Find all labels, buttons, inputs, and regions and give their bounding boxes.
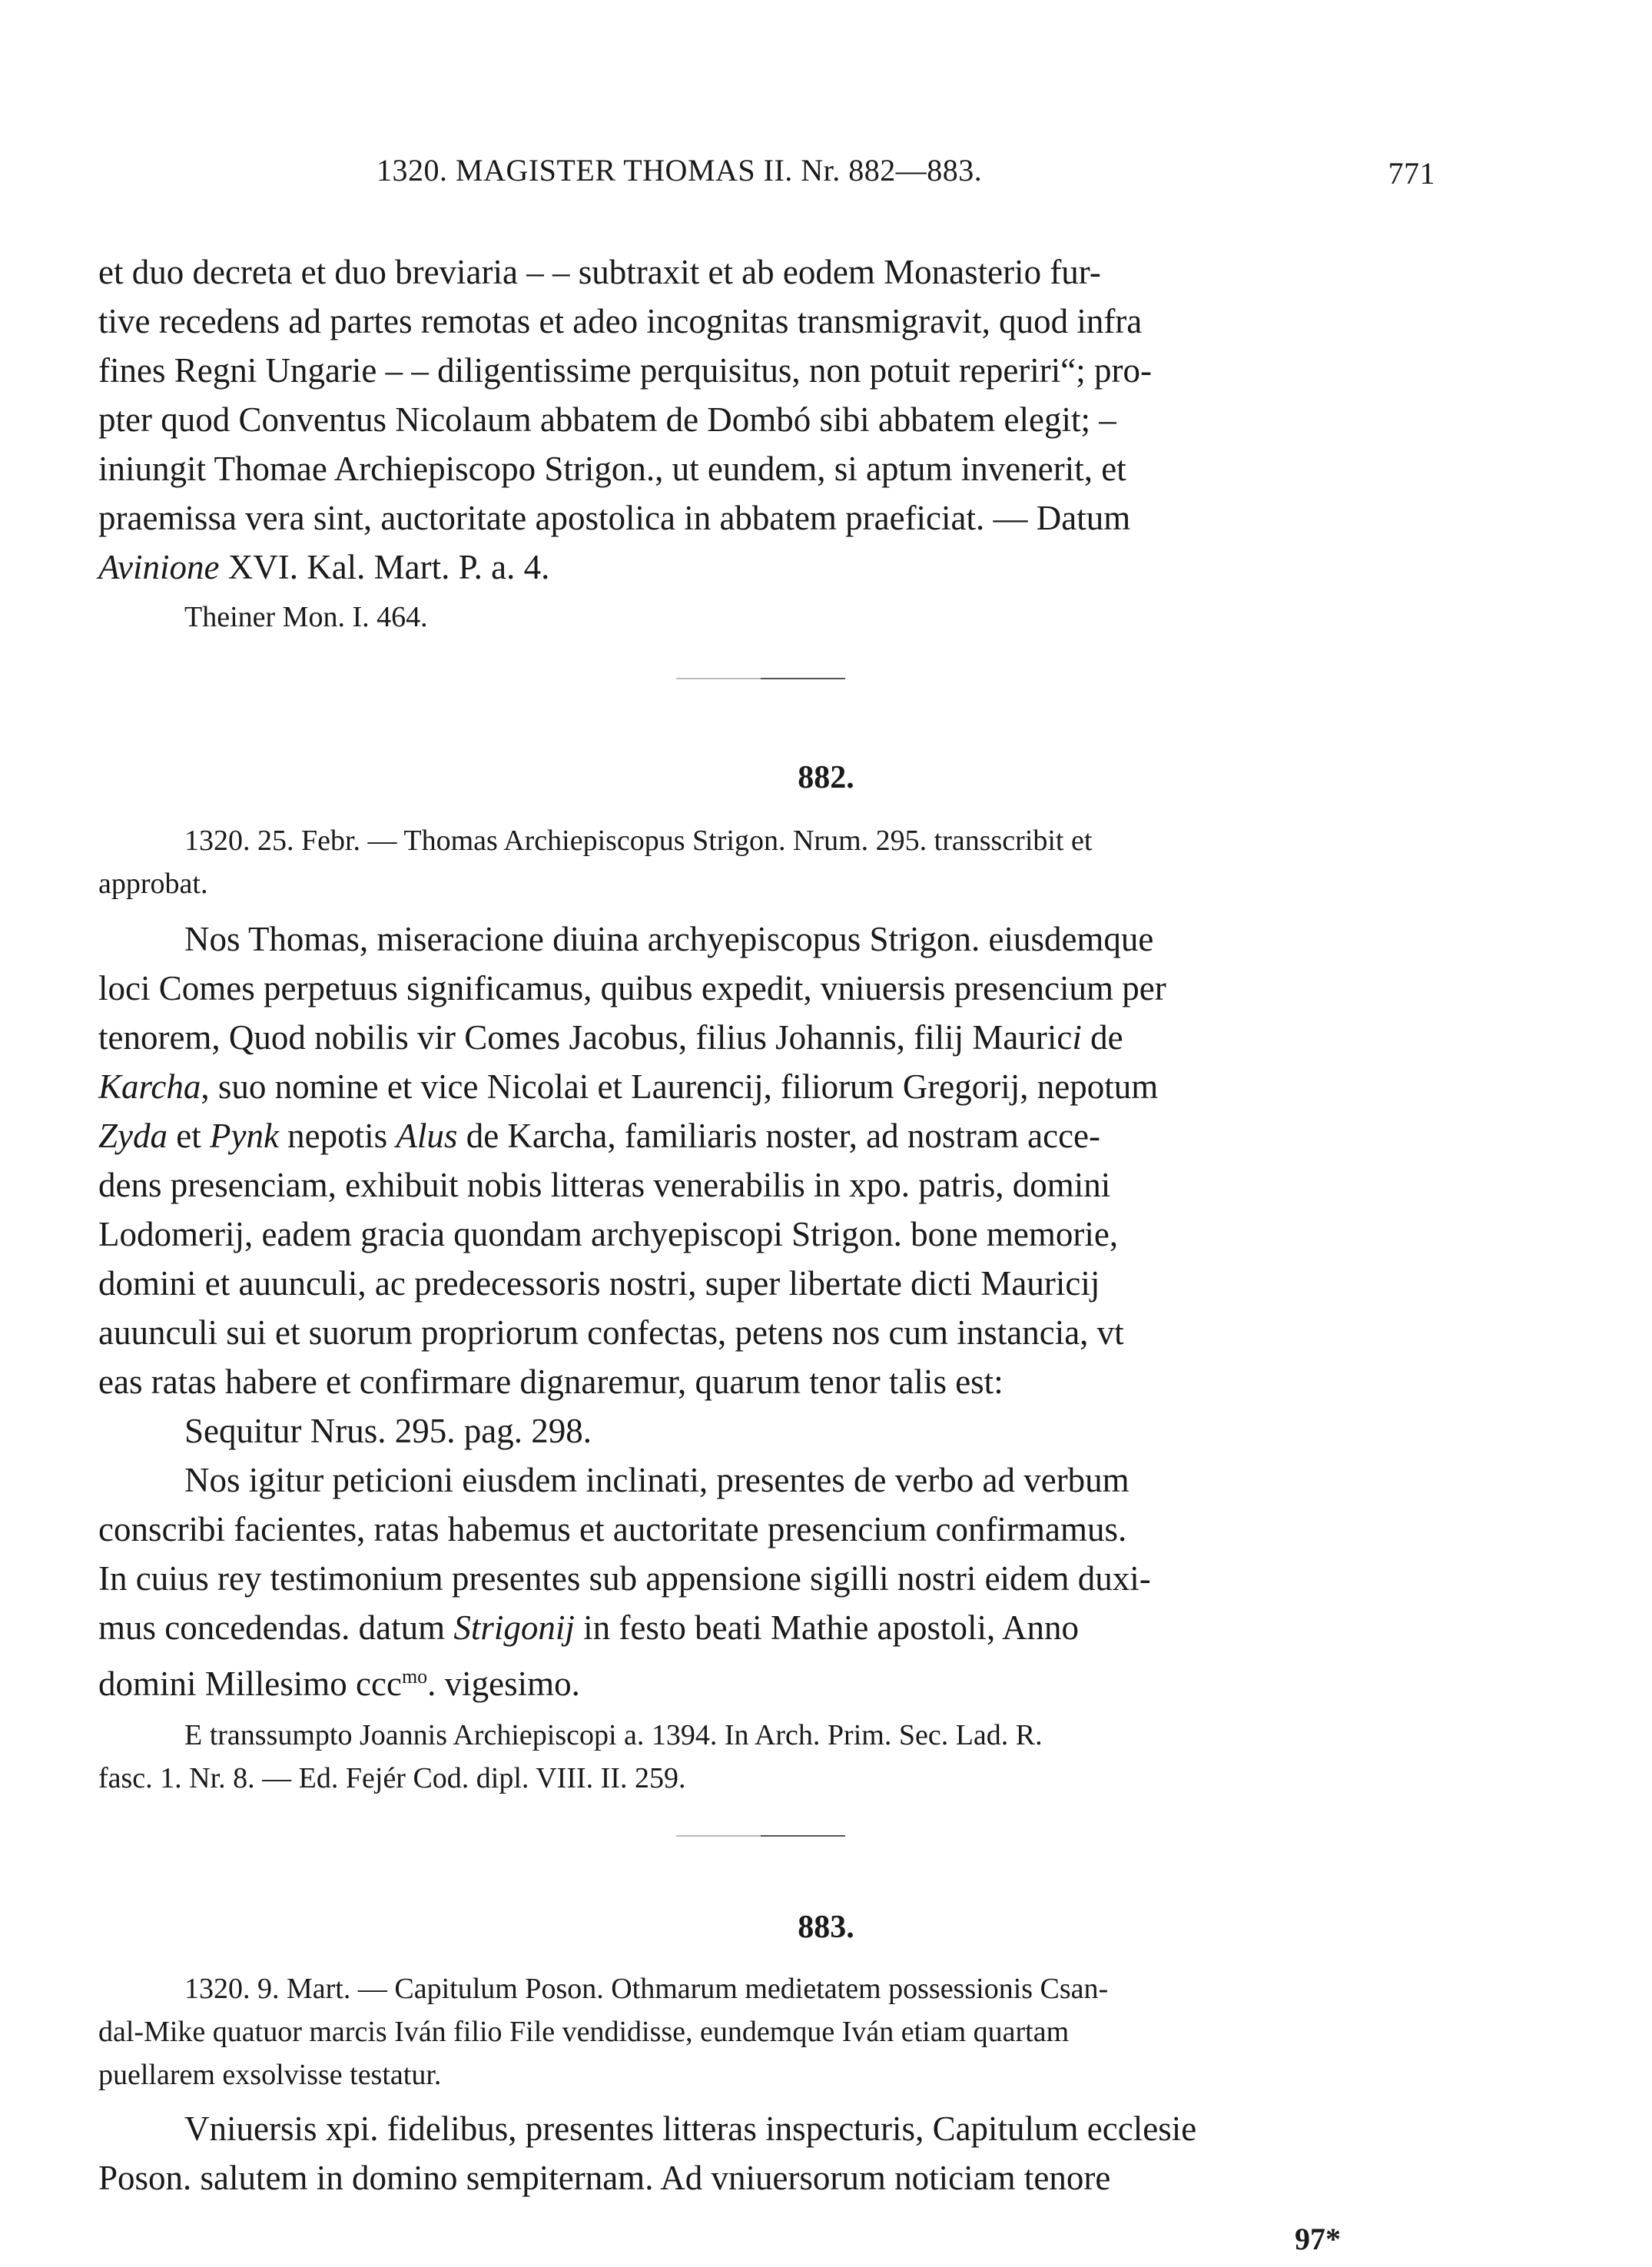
text-line: Sequitur Nrus. 295. pag. 298. <box>184 1412 592 1450</box>
text-line: Nos Thomas, miseracione diuina archyepiscopus Strigon. eiusdemque <box>184 920 1154 958</box>
text-line: Lodomerij, eadem gracia quondam archyepiscopi Strigon. bone memorie, <box>98 1215 1119 1253</box>
text-line: tive recedens ad partes remotas et adeo incognitas transmigravit, quod infra <box>98 302 1143 340</box>
section-divider <box>676 1835 845 1837</box>
summary-line: approbat. <box>98 868 208 900</box>
text-line: pter quod Conventus Nicolaum abbatem de Dombó sibi abbatem elegit; – <box>98 400 1116 439</box>
source-citation: Theiner Mon. I. 464. <box>184 601 428 633</box>
continuation-text <box>98 247 1412 592</box>
text-line: iniungit Thomae Archiepiscopo Strigon., ut eundem, si aptum invenerit, et <box>98 450 1126 488</box>
text-line: Karcha, suo nomine et vice Nicolai et Laurencij, filiorum Gregorij, nepotum <box>98 1067 1159 1106</box>
text-line: domini et auunculi, ac predecessoris nostri, super libertate dicti Mauricij <box>98 1264 1100 1303</box>
text-line: fines Regni Ungarie – – diligentissime perquisitus, non potuit reperiri“; pro- <box>98 351 1152 390</box>
summary-line: 1320. 25. Febr. — Thomas Archiepiscopus Strigon. Nrum. 295. transscribit et <box>184 825 1093 857</box>
summary-line: puellarem exsolvisse testatur. <box>98 2059 442 2091</box>
page-number: 771 <box>1388 156 1435 191</box>
regest-summary <box>184 1967 1412 2010</box>
section-divider <box>676 678 845 679</box>
text-line: Nos igitur peticioni eiusdem inclinati, presentes de verbo ad verbum <box>184 1461 1130 1499</box>
text-line: mus concedendas. datum Strigonij in festo beati Mathie apostoli, Anno <box>98 1608 1080 1647</box>
text-line: In cuius rey testimonium presentes sub appensione sigilli nostri eidem duxi- <box>98 1559 1151 1598</box>
text-line: loci Comes perpetuus significamus, quibus expedit, vniuersis presencium per <box>98 969 1166 1007</box>
text-line: Zyda et Pynk nepotis Alus de Karcha, familiaris noster, ad nostram acce- <box>98 1117 1101 1155</box>
charter-text <box>98 2104 1412 2202</box>
text-line: Vniuersis xpi. fidelibus, presentes litteras inspecturis, Capitulum ecclesie <box>184 2109 1197 2148</box>
text-line: conscribi facientes, ratas habemus et auctoritate presencium confirmamus. <box>98 1510 1127 1548</box>
place-name: Strigonij <box>453 1608 575 1647</box>
running-header <box>377 152 1435 191</box>
text-line: praemissa vera sint, auctoritate apostolica in abbatem praeficiat. — Datum <box>98 499 1131 537</box>
regest-summary-cont <box>98 2010 1412 2096</box>
summary-line: dal-Mike quatuor marcis Iván filio File vendidisse, eundemque Iván etiam quartam <box>98 2016 1070 2048</box>
signature-mark: 97* <box>1295 2222 1341 2256</box>
citation-line: E transsumpto Joannis Archiepiscopi a. 1394. In Arch. Prim. Sec. Lad. R. <box>184 1719 1043 1751</box>
charter-text <box>98 914 1412 1708</box>
text-line: dens presenciam, exhibuit nobis litteras venerabilis in xpo. patris, domini <box>98 1166 1111 1204</box>
text-line: auunculi sui et suorum propriorum confectas, petens nos cum instancia, vt <box>98 1313 1124 1352</box>
text-line: tenorem, Quod nobilis vir Comes Jacobus, filius Johannis, filij Maurici de <box>98 1018 1123 1057</box>
place-name: Avinione <box>98 548 220 586</box>
regest-summary <box>184 819 1412 862</box>
source-citation <box>184 1714 1412 1757</box>
text-line: domini Millesimo ccc$^{mo}$. vigesimo. <box>98 1665 580 1703</box>
document-number: 883. <box>798 1910 854 1945</box>
text-line: et duo decreta et duo breviaria – – subtraxit et ab eodem Monasterio fur- <box>98 253 1101 291</box>
running-title: 1320. MAGISTER THOMAS II. Nr. 882—883. <box>377 153 983 188</box>
text-line: eas ratas habere et confirmare dignaremur, quarum tenor talis est: <box>98 1363 1003 1401</box>
summary-line: 1320. 9. Mart. — Capitulum Poson. Othmarum medietatem possessionis Csan- <box>184 1973 1109 2005</box>
document-number: 882. <box>798 760 854 795</box>
citation-line: fasc. 1. Nr. 8. — Ed. Fejér Cod. dipl. VIII. II. 259. <box>98 1762 686 1794</box>
text-line: Avinione XVI. Kal. Mart. P. a. 4. <box>98 548 550 586</box>
text-line: Poson. salutem in domino sempiternam. Ad vniuersorum noticiam tenore <box>98 2159 1111 2197</box>
